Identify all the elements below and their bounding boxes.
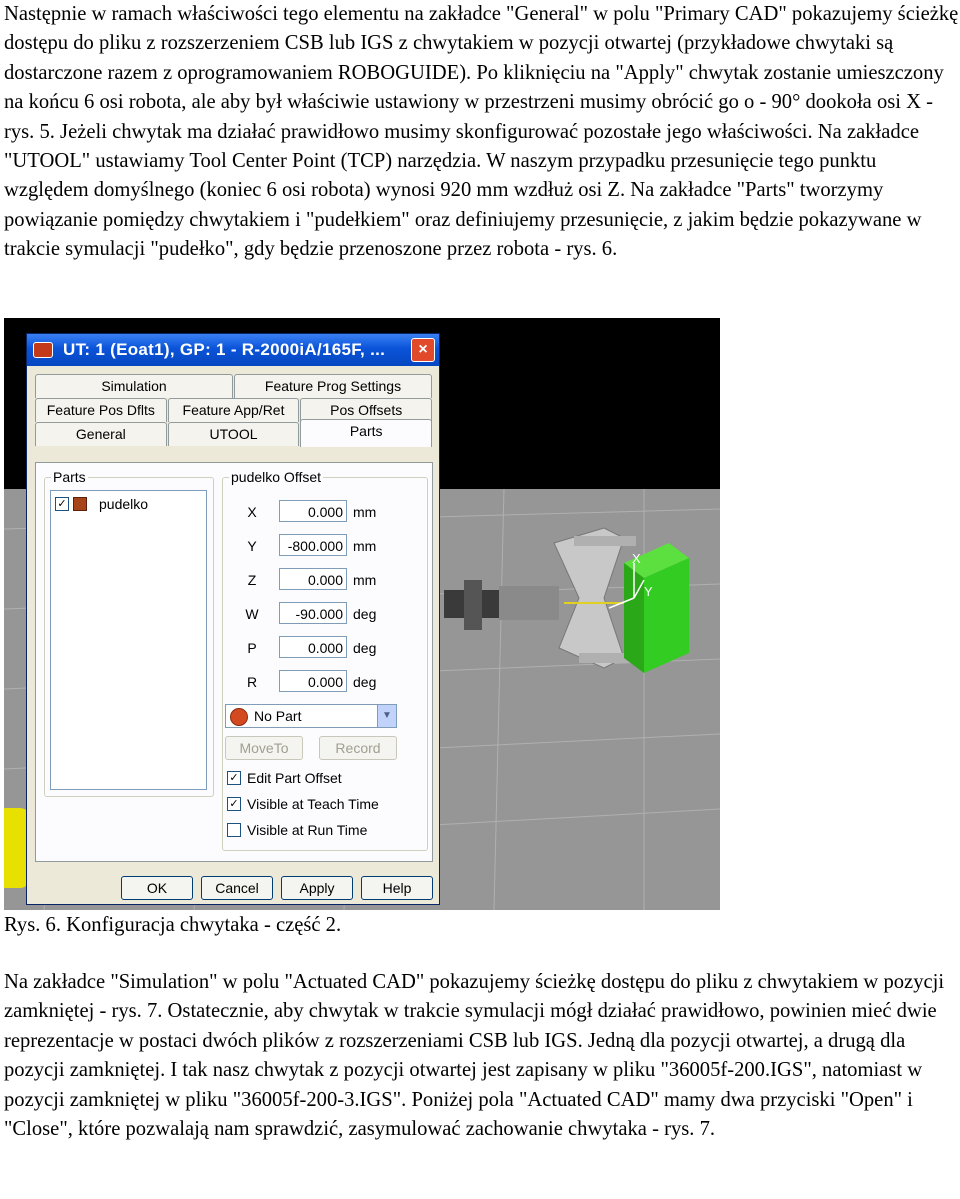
field-r-unit: deg: [353, 674, 377, 690]
apply-button[interactable]: Apply: [281, 876, 353, 900]
field-x-input[interactable]: 0.000: [279, 500, 347, 522]
axis-x-label: X: [632, 551, 641, 566]
field-w-unit: deg: [353, 606, 377, 622]
moveto-button[interactable]: MoveTo: [225, 736, 303, 760]
field-x-label: X: [247, 504, 257, 520]
visible-teach-label: Visible at Teach Time: [247, 796, 379, 812]
close-button[interactable]: ×: [411, 338, 435, 362]
edit-part-offset-row[interactable]: [227, 770, 342, 786]
visible-run-row[interactable]: [227, 822, 367, 838]
visible-run-label: Visible at Run Time: [247, 822, 368, 838]
tab-parts[interactable]: Parts: [300, 419, 432, 447]
chevron-down-icon[interactable]: ▼: [377, 705, 396, 727]
field-p-unit: deg: [353, 640, 377, 656]
part-checkbox[interactable]: ✓: [55, 497, 69, 511]
field-r: [223, 670, 423, 694]
app-icon: [33, 342, 53, 358]
parts-list[interactable]: [50, 490, 207, 790]
dialog-title: UT: 1 (Eoat1), GP: 1 - R-2000iA/165F, ...: [63, 340, 386, 359]
field-z-unit: mm: [353, 572, 377, 588]
parts-group-label: Parts: [53, 469, 86, 485]
field-z-input[interactable]: 0.000: [279, 568, 347, 590]
tab-feature-app-ret[interactable]: Feature App/Ret: [168, 398, 300, 422]
visible-run-checkbox[interactable]: [227, 823, 241, 837]
part-name: pudelko: [99, 496, 149, 512]
offset-group: [222, 469, 428, 851]
field-z-label: Z: [247, 572, 257, 588]
tab-general[interactable]: General: [35, 422, 167, 446]
edit-part-offset-checkbox[interactable]: ✓: [227, 771, 241, 785]
tool-properties-dialog: [26, 333, 440, 905]
edit-part-offset-label: Edit Part Offset: [247, 770, 342, 786]
no-part-icon: [230, 708, 248, 726]
field-y-label: Y: [247, 538, 257, 554]
field-x-unit: mm: [353, 504, 377, 520]
field-p-label: P: [247, 640, 257, 656]
field-w: [223, 602, 423, 626]
intro-paragraph: Następnie w ramach właściwości tego elementu na zakładce "General" w polu "Primary CAD" pokazujemy ścieżkę dostępu do pliku z rozszerzeniem CSB lub IGS z chwytakiem w pozycji otwartej (przykładowe chwytaki są dostarczone razem z oprogramowaniem ROBOGUIDE). Po kliknięciu na "Apply" chwytak zostanie umieszczony na końcu 6 osi robota, ale aby był właściwie ustawiony w przestrzeni musimy obrócić go o - 90° dookoła osi X - rys. 5. Jeżeli chwytak ma działać prawidłowo musimy skonfigurować pozostałe jego właściwości. Na zakładce "UTOOL" ustawiamy Tool Center Point (TCP) narzędzia. W naszym przypadku przesunięcie tego punktu względem domyślnego (koniec 6 osi robota) wynosi 920 mm wzdłuż osi Z. Na zakładce "Parts" tworzymy powiązanie pomiędzy chwytakiem i "pudełkiem" oraz definiujemy przesunięcie, z jakim będzie pokazywane w trakcie symulacji "pudełko", gdy będzie przenoszone przez robota - rys. 6.: [4, 3, 959, 261]
ok-button[interactable]: OK: [121, 876, 193, 900]
part-select-value: No Part: [254, 708, 302, 724]
visible-teach-checkbox[interactable]: ✓: [227, 797, 241, 811]
cancel-button[interactable]: Cancel: [201, 876, 273, 900]
parts-tab-panel: [35, 462, 433, 862]
visible-teach-row[interactable]: [227, 796, 379, 812]
tab-simulation[interactable]: Simulation: [35, 374, 233, 398]
field-p-input[interactable]: 0.000: [279, 636, 347, 658]
tab-utool[interactable]: UTOOL: [168, 422, 300, 446]
gripper-body: [444, 528, 636, 668]
axis-y-label: Y: [644, 584, 653, 599]
simulation-paragraph: Na zakładce "Simulation" w polu "Actuated CAD" pokazujemy ścieżkę dostępu do pliku z chwytakiem w pozycji zamkniętej - rys. 7. Ostatecznie, aby chwytak w trakcie symulacji mógł działać prawidłowo, powinien mieć dwie reprezentacje w postaci dwóch plików z rozszerzeniami CSB lub IGS. Jedną dla pozycji otwartej, a drugą dla pozycji zamkniętej. I tak nasz chwytak z pozycji otwartej jest zapisany w pliku "36005f-200.IGS", natomiast w pozycji zamkniętej w pliku "36005f-200-3.IGS". Poniżej pola "Actuated CAD" mamy dwa przyciski "Open" i "Close", które pozwalają nam sprawdzić, zasymulować zachowanie chwytaka - rys. 7.: [4, 971, 945, 1141]
part-cube-icon: [73, 497, 87, 511]
list-item[interactable]: [55, 496, 148, 512]
field-y: [223, 534, 423, 558]
record-button[interactable]: Record: [319, 736, 397, 760]
offset-group-label: pudelko Offset: [231, 469, 322, 485]
field-y-input[interactable]: -800.000: [279, 534, 347, 556]
tab-pos-offsets[interactable]: Pos Offsets: [300, 398, 432, 422]
parts-group: [44, 469, 214, 797]
help-button[interactable]: Help: [361, 876, 433, 900]
field-r-input[interactable]: 0.000: [279, 670, 347, 692]
field-y-unit: mm: [353, 538, 377, 554]
tab-feature-prog-settings[interactable]: Feature Prog Settings: [234, 374, 432, 398]
dialog-titlebar[interactable]: [27, 334, 439, 366]
field-x: [223, 500, 423, 524]
field-w-label: W: [245, 606, 259, 622]
figure-caption: Rys. 6. Konfiguracja chwytaka - część 2.: [4, 914, 342, 936]
field-w-input[interactable]: -90.000: [279, 602, 347, 624]
roboguide-screenshot: [4, 318, 720, 910]
tab-feature-pos-dflts[interactable]: Feature Pos Dflts: [35, 398, 167, 422]
part-select[interactable]: [225, 704, 397, 728]
field-z: [223, 568, 423, 592]
field-r-label: R: [246, 674, 258, 690]
field-p: [223, 636, 423, 660]
